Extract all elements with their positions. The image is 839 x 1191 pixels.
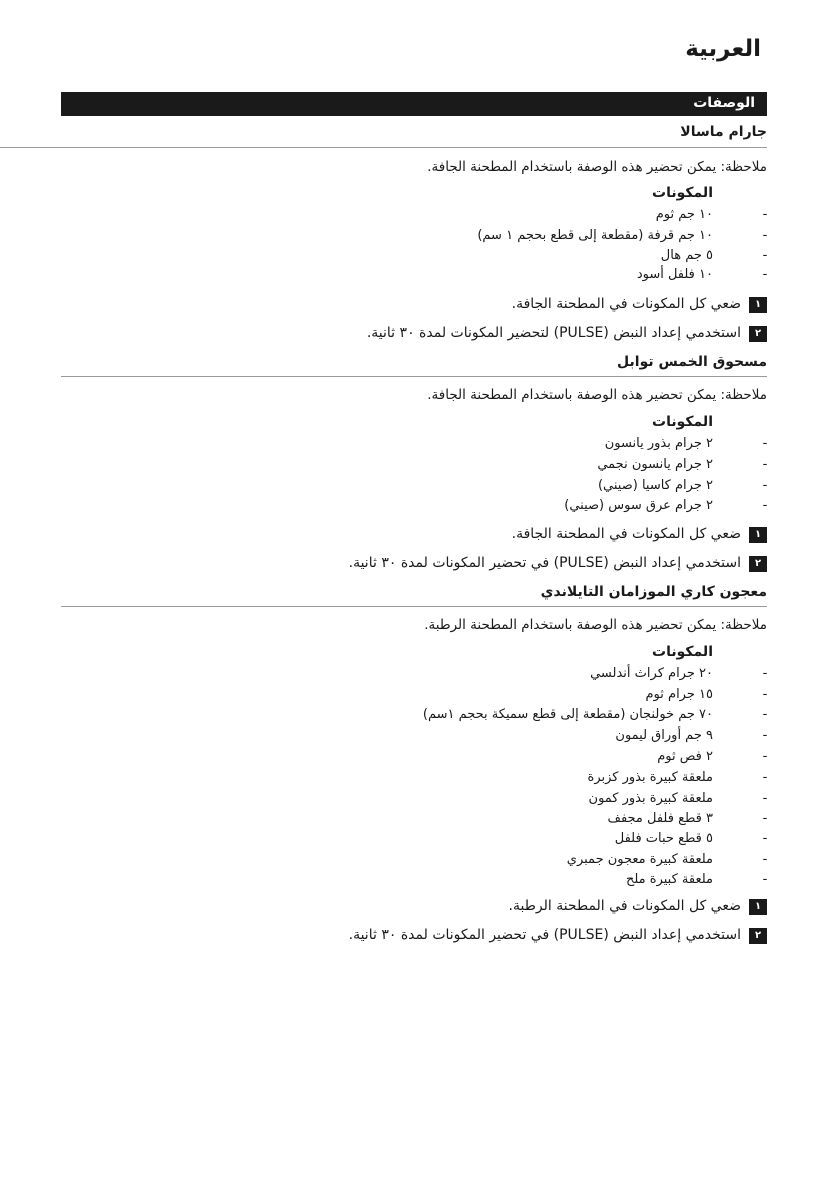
step-number-badge: ٢ — [749, 326, 767, 342]
step-text: ضعي كل المكونات في المطحنة الجافة. — [511, 296, 741, 312]
step-row — [327, 927, 767, 945]
bullet-dash: - — [762, 228, 768, 243]
step-number-badge: ١ — [749, 527, 767, 543]
step-row — [347, 296, 767, 314]
language-title: العربية — [685, 36, 761, 62]
ingredient-item: ٣ قطع فلفل مجفف — [607, 811, 713, 826]
ingredient-item: ملعقة كبيرة بذور كزبرة — [587, 770, 713, 785]
bullet-dash: - — [762, 852, 768, 867]
recipe-title: مسحوق الخمس توابل — [617, 354, 767, 370]
ingredient-item: ١٠ جم ثوم — [655, 207, 713, 222]
section-banner — [61, 92, 767, 116]
divider — [0, 147, 767, 148]
section-banner-label: الوصفات — [693, 95, 755, 111]
ingredient-item: ٢ جرام يانسون نجمي — [597, 457, 713, 472]
ingredient-item: ١٠ جم قرفة (مقطعة إلى قطع بحجم ١ سم) — [477, 228, 713, 243]
ingredient-item: ملعقة كبيرة ملح — [625, 872, 713, 887]
step-row — [327, 526, 767, 544]
bullet-dash: - — [762, 791, 768, 806]
step-row — [327, 555, 767, 573]
step-text: استخدمي إعداد النبض (PULSE) في تحضير المكونات لمدة ٣٠ ثانية. — [348, 555, 741, 571]
bullet-dash: - — [762, 478, 768, 493]
recipe-title: معجون كاري الموزامان التايلاندي — [540, 584, 767, 600]
bullet-dash: - — [762, 457, 768, 472]
ingredients-heading: المكونات — [652, 644, 713, 660]
step-number-badge: ٢ — [749, 556, 767, 572]
bullet-dash: - — [762, 687, 768, 702]
ingredient-item: ٢ جرام كاسيا (صيني) — [597, 478, 713, 493]
bullet-dash: - — [762, 728, 768, 743]
ingredient-item: ملعقة كبيرة معجون جمبري — [566, 852, 713, 867]
step-text: ضعي كل المكونات في المطحنة الرطبة. — [508, 898, 741, 914]
bullet-dash: - — [762, 207, 768, 222]
ingredient-item: ٧٠ جم خولنجان (مقطعة إلى قطع سميكة بحجم ١سم) — [422, 707, 713, 722]
recipe-note: ملاحظة: يمكن تحضير هذه الوصفة باستخدام المطحنة الجافة. — [427, 387, 767, 403]
bullet-dash: - — [762, 248, 768, 263]
ingredients-heading: المكونات — [652, 185, 713, 201]
bullet-dash: - — [762, 872, 768, 887]
bullet-dash: - — [762, 267, 768, 282]
ingredient-item: ٥ جم هال — [660, 248, 713, 263]
divider — [61, 606, 767, 607]
step-number-badge: ٢ — [749, 928, 767, 944]
step-row — [347, 325, 767, 343]
ingredients-heading: المكونات — [652, 414, 713, 430]
ingredient-item: ٢ جرام بذور يانسون — [604, 436, 713, 451]
recipe-note: ملاحظة: يمكن تحضير هذه الوصفة باستخدام المطحنة الجافة. — [427, 159, 767, 175]
bullet-dash: - — [762, 811, 768, 826]
bullet-dash: - — [762, 770, 768, 785]
ingredient-item: ١٥ جرام ثوم — [645, 687, 713, 702]
ingredient-item: ٥ قطع حبات فلفل — [614, 831, 713, 846]
step-text: استخدمي إعداد النبض (PULSE) لتحضير المكونات لمدة ٣٠ ثانية. — [366, 325, 741, 341]
ingredient-item: ٢٠ جرام كراث أندلسي — [590, 666, 713, 681]
recipe-note: ملاحظة: يمكن تحضير هذه الوصفة باستخدام المطحنة الرطبة. — [424, 617, 767, 633]
step-number-badge: ١ — [749, 899, 767, 915]
bullet-dash: - — [762, 666, 768, 681]
divider — [61, 376, 767, 377]
ingredient-item: ٢ جرام عرق سوس (صيني) — [564, 498, 713, 513]
ingredient-item: ١٠ فلفل أسود — [636, 267, 713, 282]
recipe-title: جارام ماسالا — [680, 124, 767, 140]
bullet-dash: - — [762, 831, 768, 846]
step-text: استخدمي إعداد النبض (PULSE) في تحضير المكونات لمدة ٣٠ ثانية. — [348, 927, 741, 943]
bullet-dash: - — [762, 436, 768, 451]
bullet-dash: - — [762, 498, 768, 513]
bullet-dash: - — [762, 707, 768, 722]
step-number-badge: ١ — [749, 297, 767, 313]
ingredient-item: ملعقة كبيرة بذور كمون — [588, 791, 713, 806]
step-text: ضعي كل المكونات في المطحنة الجافة. — [511, 526, 741, 542]
ingredient-item: ٢ فص ثوم — [657, 749, 713, 764]
ingredient-item: ٩ جم أوراق ليمون — [615, 728, 713, 743]
step-row — [327, 898, 767, 916]
bullet-dash: - — [762, 749, 768, 764]
